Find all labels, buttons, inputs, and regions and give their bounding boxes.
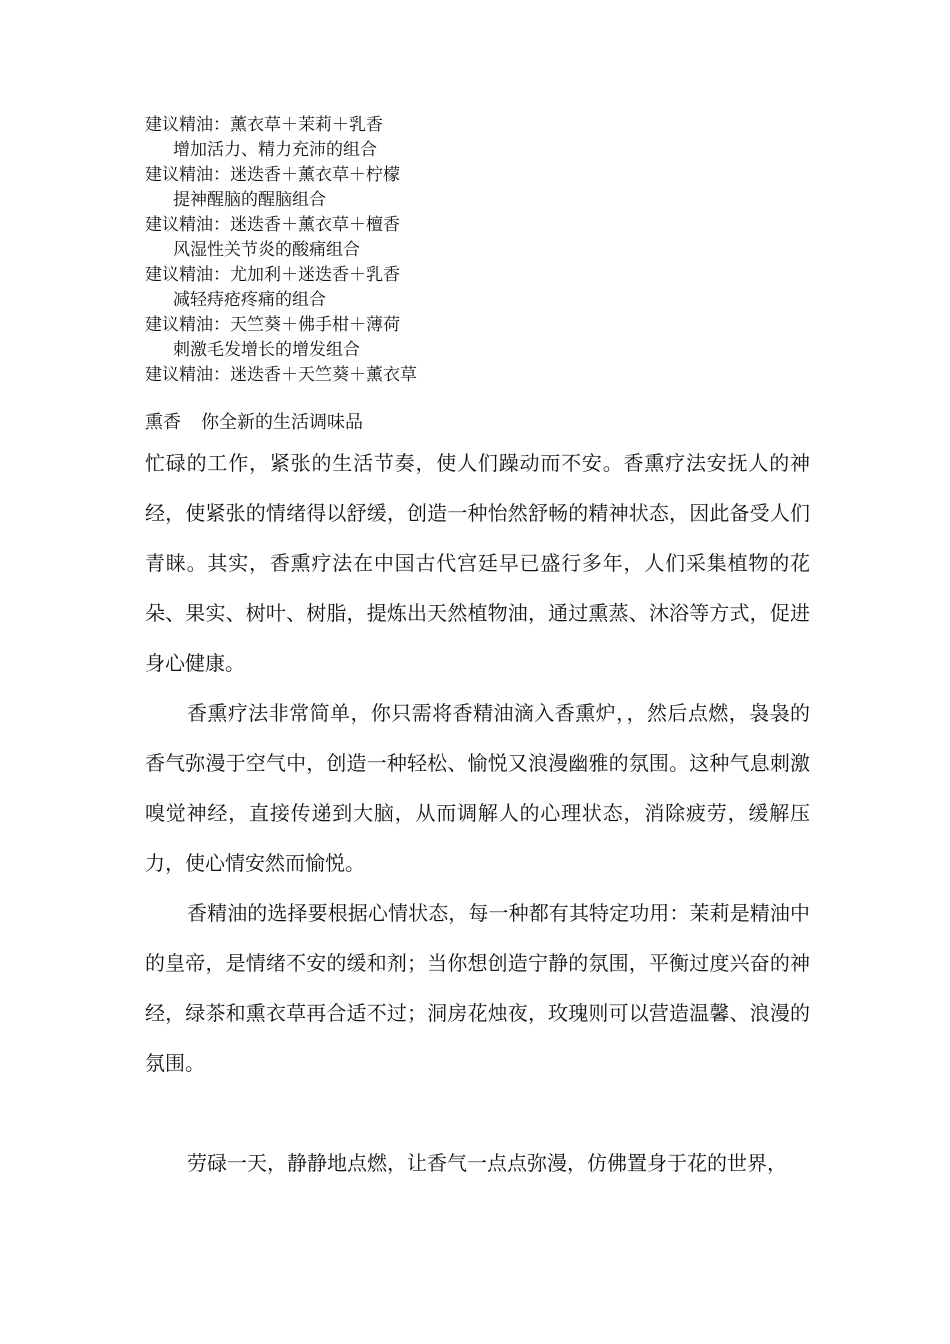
combo-purpose: 刺激毛发增长的增发组合 (173, 340, 360, 360)
paragraph-4: 劳碌一天，静静地点燃，让香气一点点弥漫，仿佛置身于花的世界， (187, 1151, 787, 1175)
combo-line: 建议精油：迷迭香＋薰衣草＋柠檬 (145, 165, 400, 185)
combo-purpose: 提神醒脑的醒脑组合 (173, 190, 326, 210)
paragraph-2: 香熏疗法非常简单，你只需将香精油滴入香熏炉，，然后点燃，袅袅的香气弥漫于空气中，创造一种轻松、愉悦又浪漫幽雅的氛围。这种气息刺激嗅觉神经，直接传递到大脑，从而调解人的心理状态，消除疲劳，缓解压力，使心情安然而愉悦。 (145, 701, 810, 875)
combo-line: 建议精油：天竺葵＋佛手柑＋薄荷 (145, 315, 400, 335)
combo-list (145, 113, 810, 388)
combo-purpose: 增加活力、精力充沛的组合 (173, 140, 377, 160)
blank-line (145, 1088, 810, 1138)
heading-part-2: 你全新的生活调味品 (201, 412, 363, 433)
paragraph-3: 香精油的选择要根据心情状态，每一种都有其特定功用：茉莉是精油中的皇帝，是情绪不安的缓和剂；当你想创造宁静的氛围，平衡过度兴奋的神经，绿茶和熏衣草再合适不过；洞房花烛夜，玫瑰则可以营造温馨、浪漫的氛围。 (145, 901, 810, 1075)
combo-line: 建议精油：迷迭香＋天竺葵＋薰衣草 (145, 365, 417, 385)
combo-line: 建议精油：迷迭香＋薰衣草＋檀香 (145, 215, 400, 235)
combo-purpose: 风湿性关节炎的酸痛组合 (173, 240, 360, 260)
combo-line: 建议精油：薰衣草＋茉莉＋乳香 (145, 115, 383, 135)
section-heading (145, 408, 810, 438)
document-page (145, 113, 810, 1188)
heading-part-1: 熏香 (145, 412, 181, 433)
paragraph-1: 忙碌的工作，紧张的生活节奏，使人们躁动而不安。香熏疗法安抚人的神经，使紧张的情绪得以舒缓，创造一种怡然舒畅的精神状态，因此备受人们青睐。其实，香熏疗法在中国古代宫廷早已盛行多年，人们采集植物的花朵、果实、树叶、树脂，提炼出天然植物油，通过熏蒸、沐浴等方式，促进身心健康。 (145, 451, 810, 675)
combo-line: 建议精油：尤加利＋迷迭香＋乳香 (145, 265, 400, 285)
combo-purpose: 减轻痔疮疼痛的组合 (173, 290, 326, 310)
